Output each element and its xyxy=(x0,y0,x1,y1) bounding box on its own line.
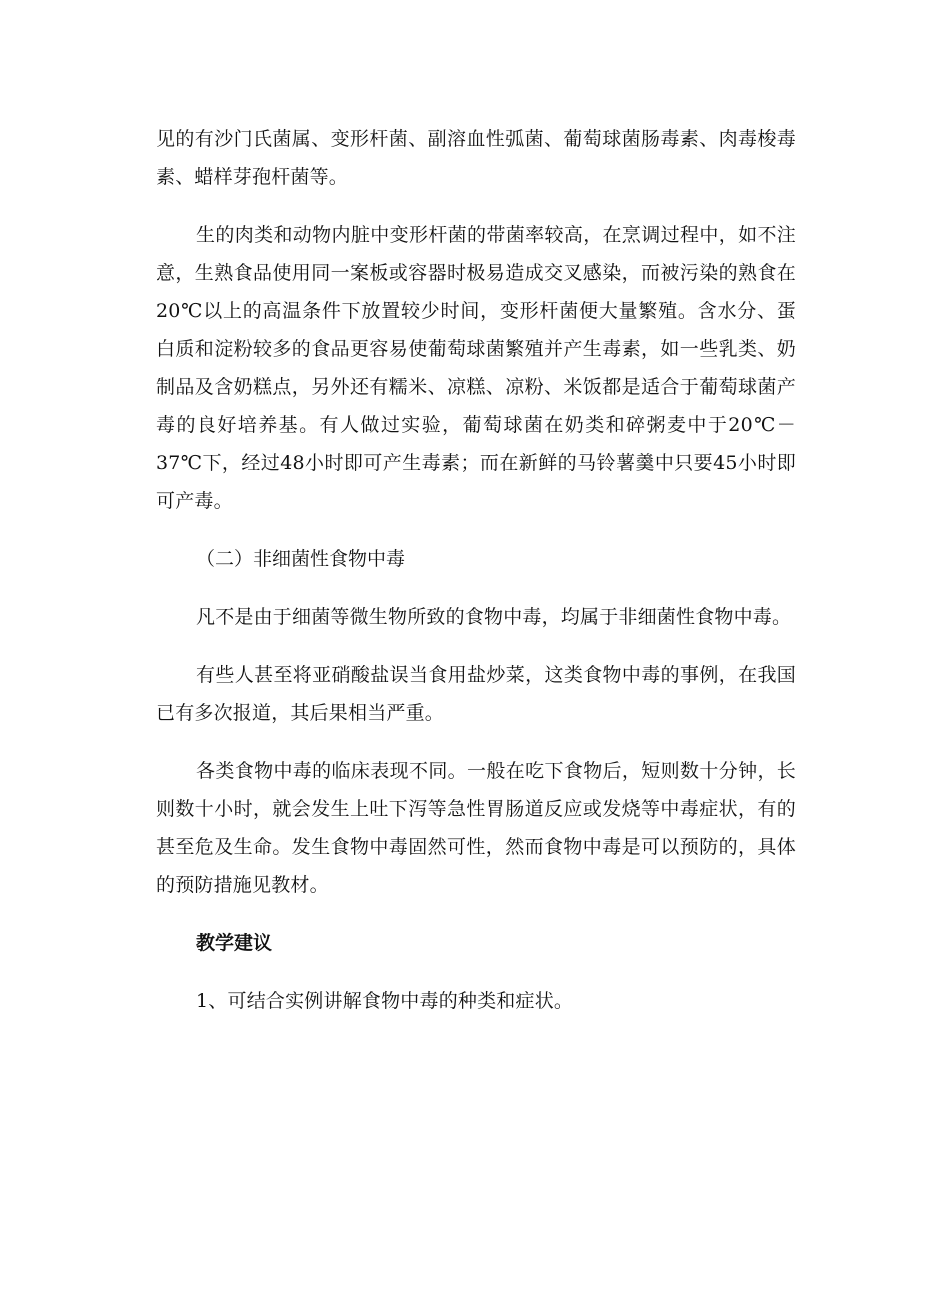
section-subheading: （二）非细菌性食物中毒 xyxy=(196,548,406,570)
paragraph-continuation: 见的有沙门氏菌属、变形杆菌、副溶血性弧菌、葡萄球菌肠毒素、肉毒梭毒素、蜡样芽孢杆菌等。 xyxy=(156,128,796,188)
teaching-suggestion-item: 1、可结合实例讲解食物中毒的种类和症状。 xyxy=(196,990,574,1012)
paragraph-symptoms: 各类食物中毒的临床表现不同。一般在吃下食物后，短则数十分钟，长则数十小时，就会发生上吐下泻等急性胃肠道反应或发烧等中毒症状，有的甚至危及生命。发生食物中毒固然可性，然而食物中毒是可以预防的，具体的预防措施见教材。 xyxy=(156,760,796,896)
paragraph-definition: 凡不是由于细菌等微生物所致的食物中毒，均属于非细菌性食物中毒。 xyxy=(196,606,792,628)
paragraph-nitrite: 有些人甚至将亚硝酸盐误当食用盐炒菜，这类食物中毒的事例，在我国已有多次报道，其后果相当严重。 xyxy=(156,664,796,724)
document-page xyxy=(156,120,796,1040)
teaching-suggestions-heading: 教学建议 xyxy=(196,932,273,954)
paragraph-bacteria-detail: 生的肉类和动物内脏中变形杆菌的带菌率较高，在烹调过程中，如不注意，生熟食品使用同一案板或容器时极易造成交叉感染，而被污染的熟食在20℃以上的高温条件下放置较少时间，变形杆菌便大量繁殖。含水分、蛋白质和淀粉较多的食品更容易使葡萄球菌繁殖并产生毒素，如一些乳类、奶制品及含奶糕点，另外还有糯米、凉糕、凉粉、米饭都是适合于葡萄球菌产毒的良好培养基。有人做过实验，葡萄球菌在奶类和碎粥麦中于20℃－37℃下，经过48小时即可产生毒素；而在新鲜的马铃薯羹中只要45小时即可产毒。 xyxy=(156,224,796,512)
